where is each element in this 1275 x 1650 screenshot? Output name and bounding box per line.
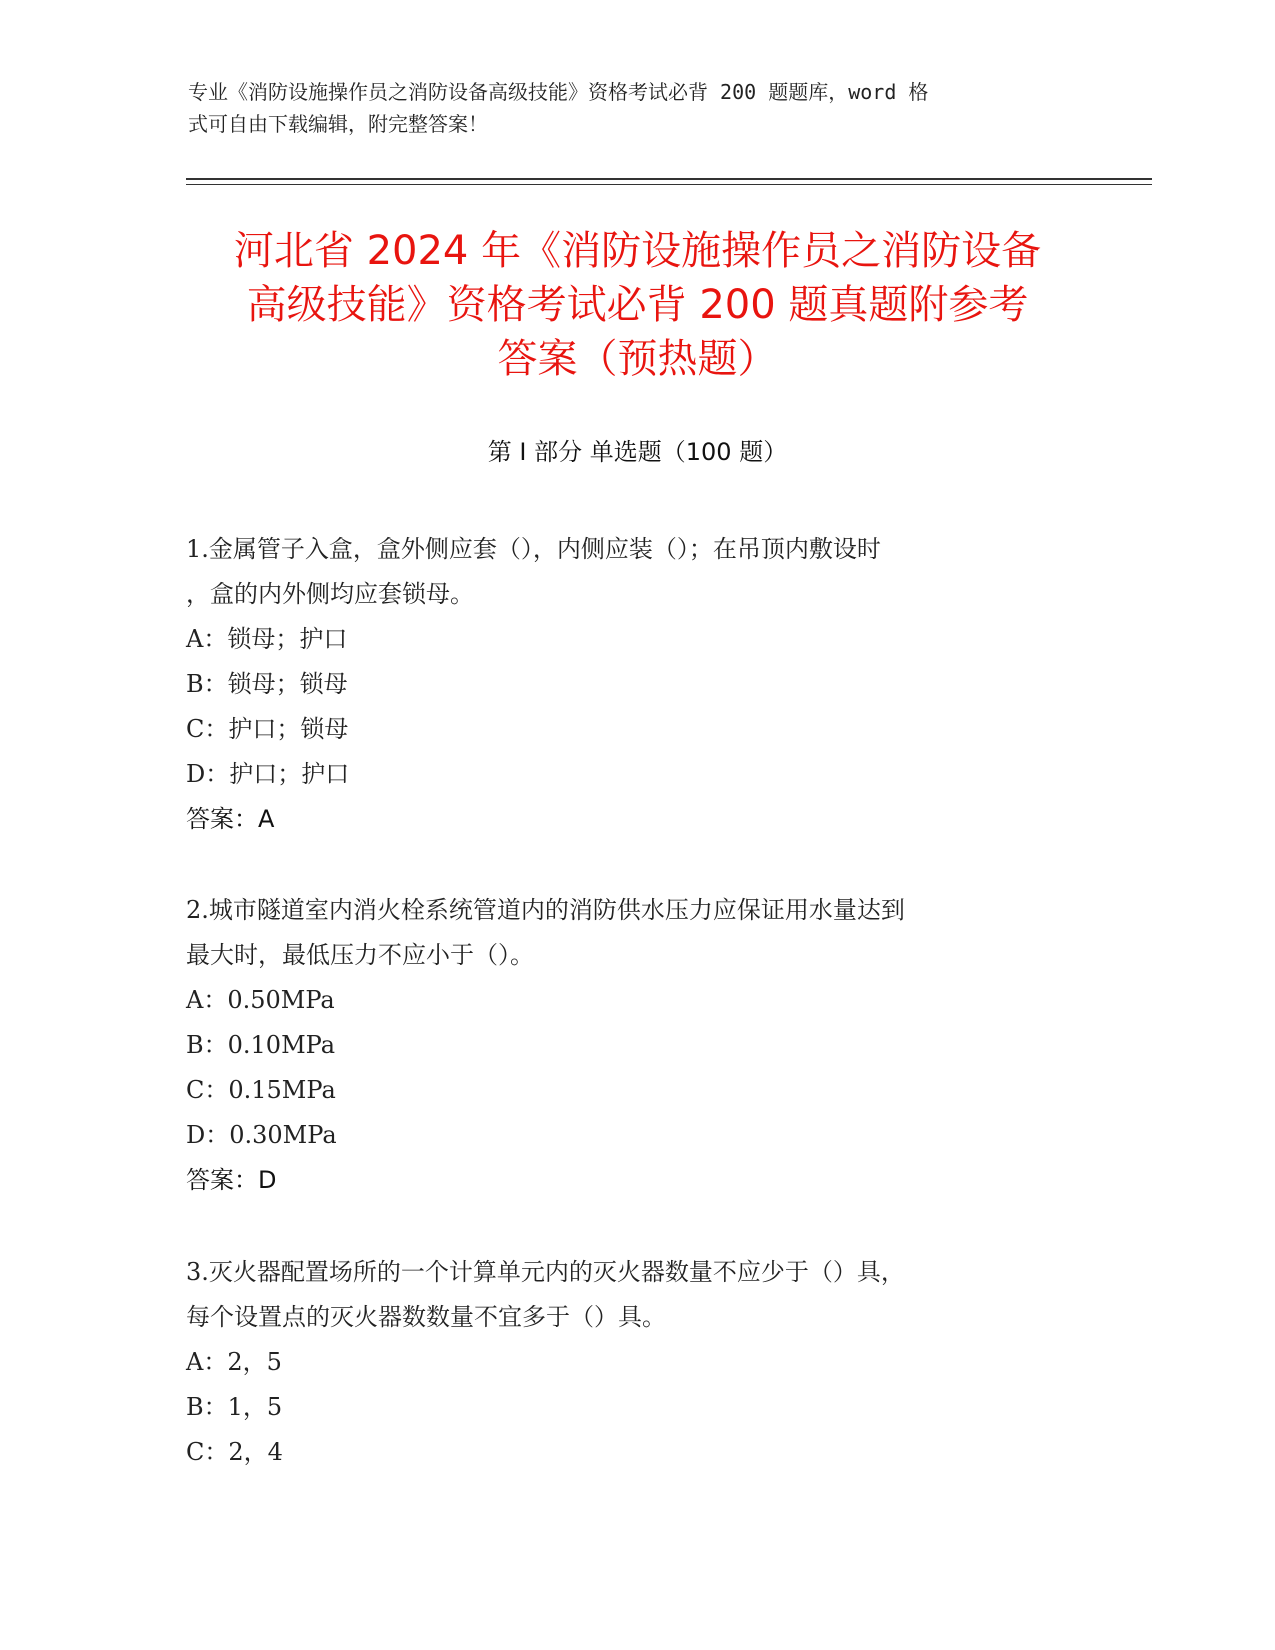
question-stem-line-1: 2.城市隧道室内消火栓系统管道内的消防供水压力应保证用水量达到 — [186, 896, 905, 924]
question-3 — [186, 1250, 1066, 1475]
question-stem-line-1: 3.灭火器配置场所的一个计算单元内的灭火器数量不应少于（）具， — [186, 1258, 905, 1286]
section-heading: 第 I 部分 单选题（100 题） — [487, 438, 788, 466]
option-b: B：1，5 — [186, 1393, 283, 1421]
option-a: A：2，5 — [186, 1348, 282, 1376]
option-c: C：2，4 — [186, 1438, 283, 1466]
option-a: A：锁母；护口 — [186, 625, 348, 653]
answer: 答案：D — [186, 1166, 277, 1194]
question-stem-line-2: ，盒的内外侧均应套锁母。 — [186, 580, 474, 608]
header-line-2: 式可自由下载编辑，附完整答案！ — [188, 112, 488, 136]
document-header — [188, 76, 1088, 140]
question-stem-line-2: 每个设置点的灭火器数数量不宜多于（）具。 — [186, 1303, 666, 1331]
title-line-3: 答案（预热题） — [497, 336, 778, 382]
option-c: C：0.15MPa — [186, 1076, 336, 1104]
question-1 — [186, 527, 1066, 842]
question-stem-line-2: 最大时，最低压力不应小于（）。 — [186, 941, 534, 969]
question-stem-line-1: 1.金属管子入盒，盒外侧应套（），内侧应装（）；在吊顶内敷设时 — [186, 535, 881, 563]
header-line-1: 专业《消防设施操作员之消防设备高级技能》资格考试必背 200 题题库，word 格 — [188, 80, 929, 104]
document-title — [150, 224, 1125, 386]
header-divider-thick — [186, 178, 1152, 180]
answer: 答案：A — [186, 805, 275, 833]
header-divider-thin — [186, 184, 1152, 185]
title-line-1: 河北省 2024 年《消防设施操作员之消防设备 — [233, 228, 1042, 274]
option-d: D：0.30MPa — [186, 1121, 337, 1149]
option-b: B：0.10MPa — [186, 1031, 336, 1059]
option-b: B：锁母；锁母 — [186, 670, 348, 698]
option-a: A：0.50MPa — [186, 986, 335, 1014]
question-2 — [186, 888, 1066, 1203]
title-line-2: 高级技能》资格考试必背 200 题真题附参考 — [246, 282, 1029, 328]
option-d: D：护口；护口 — [186, 760, 350, 788]
option-c: C：护口；锁母 — [186, 715, 349, 743]
